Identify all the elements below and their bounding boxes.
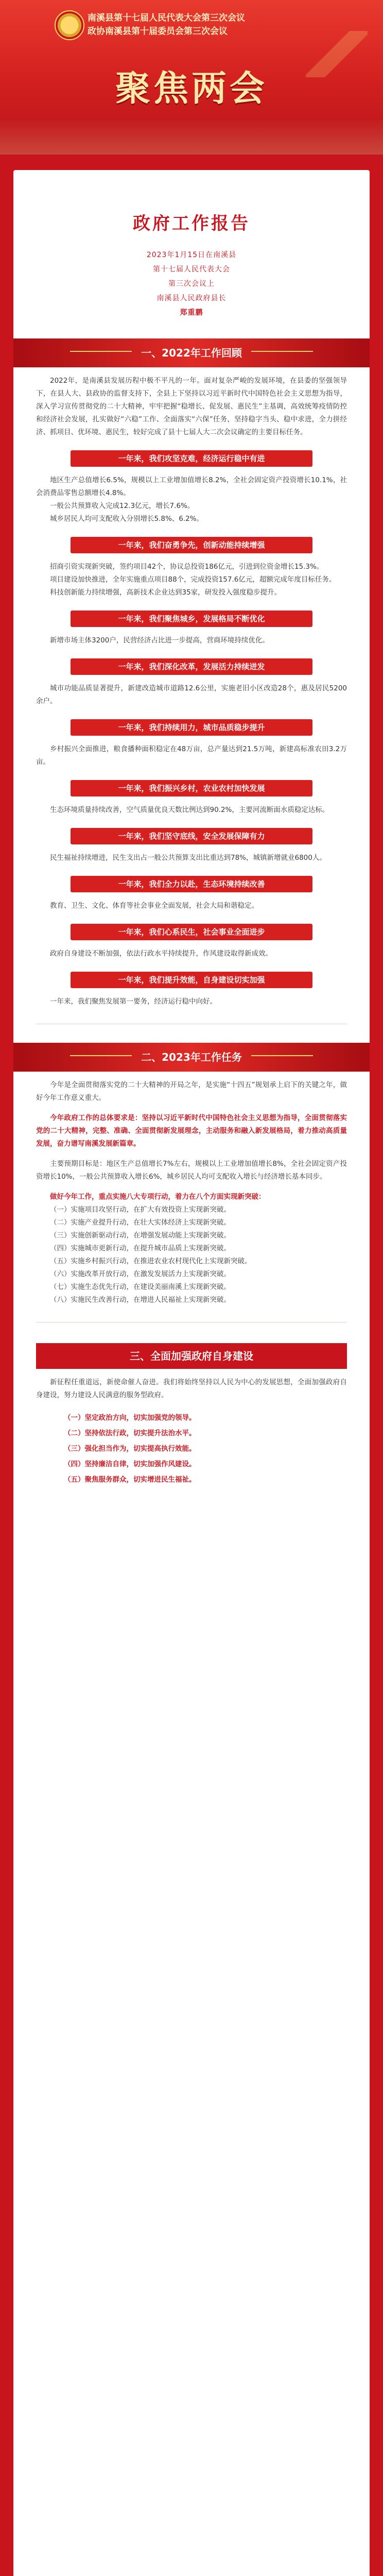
banner — [0, 0, 383, 155]
list-item: （三）强化担当作为，切实提高执行效能。 — [64, 1445, 196, 1453]
paragraph: 主要预期目标是：地区生产总值增长7%左右，规模以上工业增加值增长8%，全社会固定资产投资增长10%，一般公共预算收入增长6%，城乡居民人均可支配收入增长与经济增长基本同步。 — [36, 1160, 347, 1181]
subheading-pill: 一年来，我们持续用力，城市品质稳步提升 — [71, 719, 312, 736]
paragraph: 生态环境质量持续改善，空气质量优良天数比例达到90.2%，主要河流断面水质稳定达标。 — [50, 806, 329, 814]
report-title: 政府工作报告 — [133, 213, 250, 234]
ribbon-decoration — [0, 118, 383, 155]
paragraph: 招商引资实现新突破，签约项目42个，协议总投资186亿元，引进到位资金增长15.3%。 — [50, 563, 324, 571]
commitment-list — [36, 1410, 347, 1487]
banner-headline-line: 政协南溪县第十届委员会第三次会议 — [88, 26, 228, 37]
emblem-icon — [55, 10, 84, 40]
paragraph: 新征程任重道远，新使命催人奋进。我们将始终坚持以人民为中心的发展思想，全面加强政府自身建设，努力建设人民满意的服务型政府。 — [36, 1378, 347, 1399]
subheading-pill: 一年来，我们深化改革，发展活力持续迸发 — [71, 658, 312, 675]
section-1-body — [13, 375, 370, 1008]
subheading-pill: 一年来，我们聚焦城乡，发展格局不断优化 — [71, 611, 312, 627]
list-item: （五）聚焦服务群众，切实增进民生福祉。 — [64, 1476, 196, 1484]
subheading-pill: 一年来，我们心系民生，社会事业全面进步 — [71, 924, 312, 940]
task-item: （四）实施城市更新行动，在提升城市品质上实现新突破。 — [50, 1244, 231, 1252]
subheading-pill: 一年来，我们坚守底线，安全发展保障有力 — [71, 828, 312, 844]
task-item: （三）实施创新驱动行动，在增强发展动能上实现新突破。 — [50, 1231, 231, 1240]
subheading-pill: 一年来，我们全力以赴，生态环境持续改善 — [71, 876, 312, 892]
paragraph: 新增市场主体3200户，民营经济占比进一步提高，营商环境持续优化。 — [50, 636, 269, 645]
subheading-pill: 一年来，我们振兴乡村，农业农村加快发展 — [71, 780, 312, 796]
byline-line: 2023年1月15日在南溪县 — [146, 251, 237, 259]
task-item: （一）实施项目攻坚行动，在扩大有效投资上实现新突破。 — [50, 1206, 231, 1214]
task-item: （二）实施产业提升行动，在壮大实体经济上实现新突破。 — [50, 1218, 231, 1227]
paragraph: 地区生产总值增长6.5%，规模以上工业增加值增长8.2%，全社会固定资产投资增长10.1%，社会消费品零售总额增长4.8%。 — [36, 476, 347, 497]
byline-line: 第十七届人民代表大会 — [153, 265, 230, 274]
section-heading: 三、全面加强政府自身建设 — [36, 1343, 347, 1369]
paragraph: 城市功能品质显著提升，新建改造城市道路12.6公里，实施老旧小区改造28个，惠及居民5200余户。 — [36, 684, 347, 705]
task-item: （五）实施乡村振兴行动，在推进农业农村现代化上实现新突破。 — [50, 1257, 252, 1265]
banner-headline-line: 南溪县第十七届人民代表大会第三次会议 — [88, 13, 245, 23]
divider — [36, 1322, 347, 1323]
task-item: （七）实施生态优先行动，在建设美丽南溪上实现新突破。 — [50, 1283, 231, 1291]
report-byline — [13, 248, 370, 320]
paragraph: 科技创新能力持续增强，高新技术企业达到35家，研发投入强度稳步提升。 — [50, 588, 282, 597]
subheading-pill: 一年来，我们奋勇争先，创新动能持续增强 — [71, 537, 312, 553]
list-item: （四）坚持廉洁自律，切实加强作风建设。 — [64, 1460, 196, 1468]
paragraph-emphasis: 做好今年工作，重点实施八大专项行动，着力在八个方面实现新突破： — [50, 1193, 266, 1201]
paragraph: 乡村振兴全面推进，粮食播种面积稳定在48万亩，总产量达到21.5万吨，新建高标准农田3.2万亩。 — [36, 745, 347, 766]
paragraph: 项目建设加快推进，全年实施重点项目88个，完成投资157.6亿元，超额完成年度目标任务。 — [50, 575, 336, 584]
paragraph-emphasis: 今年政府工作的总体要求是：坚持以习近平新时代中国特色社会主义思想为指导，全面贯彻落实党的二十大精神，完整、准确、全面贯彻新发展理念，主动服务和融入新发展格局，着力推动高质量发展，奋力谱写南溪发展新篇章。 — [36, 1114, 347, 1148]
byline-name: 郑重鹏 — [180, 309, 203, 317]
byline-line: 第三次会议上 — [168, 280, 215, 288]
subheading-pill: 一年来，我们攻坚克难，经济运行稳中有进 — [71, 450, 312, 467]
paragraph: 一年来，我们聚焦发展第一要务，经济运行稳中向好。 — [50, 997, 217, 1006]
list-item: （二）坚持依法行政，切实提升法治水平。 — [64, 1429, 196, 1437]
paragraph: 2022年，是南溪县发展历程中极不平凡的一年。面对复杂严峻的发展环境，在县委的坚强领导下，在县人大、县政协的监督支持下，全县上下坚持以习近平新时代中国特色社会主义思想为指导，深入学习宣传贯彻党的二十大精神，牢牢把握“稳增长、促发展、惠民生”主基调，高效统筹疫情防控和经济社会发展，扎实做好“六稳”工作、全面落实“六保”任务，坚持稳字当头、稳中求进，全力拼经济、抓项目、优环境、惠民生，较好完成了县十七届人大二次会议确定的主要目标任务。 — [36, 377, 347, 436]
byline-line: 南溪县人民政府县长 — [156, 294, 227, 302]
paragraph: 城乡居民人均可支配收入分别增长5.8%、6.2%。 — [50, 515, 204, 523]
section-3-body — [13, 1376, 370, 1487]
list-item: （一）坚定政治方向，切实加强党的领导。 — [64, 1414, 196, 1422]
section-heading: 一、2022年工作回顾 — [13, 338, 370, 367]
paragraph: 民生福祉持续增进，民生支出占一般公共预算支出比重达到78%，城镇新增就业6800人。 — [50, 854, 326, 862]
paragraph: 一般公共预算收入完成12.3亿元，增长7.6%。 — [50, 502, 195, 510]
paragraph: 今年是全面贯彻落实党的二十大精神的开局之年，是实施“十四五”规划承上启下的关键之年，做好今年工作意义重大。 — [36, 1081, 347, 1102]
paragraph: 政府自身建设不断加强，依法行政水平持续提升，作风建设取得新成效。 — [50, 950, 272, 958]
subheading-pill: 一年来，我们提升效能，自身建设切实加强 — [71, 972, 312, 988]
banner-big-title: 聚焦两会 — [115, 68, 268, 109]
task-item: （八）实施民生改善行动，在增进人民福祉上实现新突破。 — [50, 1296, 231, 1304]
article-card — [13, 170, 370, 2576]
section-2-body — [13, 1079, 370, 1307]
banner-headline — [88, 11, 314, 38]
paragraph: 教育、卫生、文化、体育等社会事业全面发展，社会大局和谐稳定。 — [50, 902, 258, 910]
section-heading: 二、2023年工作任务 — [13, 1043, 370, 1072]
task-item: （六）实施改革开放行动，在激发发展活力上实现新突破。 — [50, 1270, 231, 1278]
